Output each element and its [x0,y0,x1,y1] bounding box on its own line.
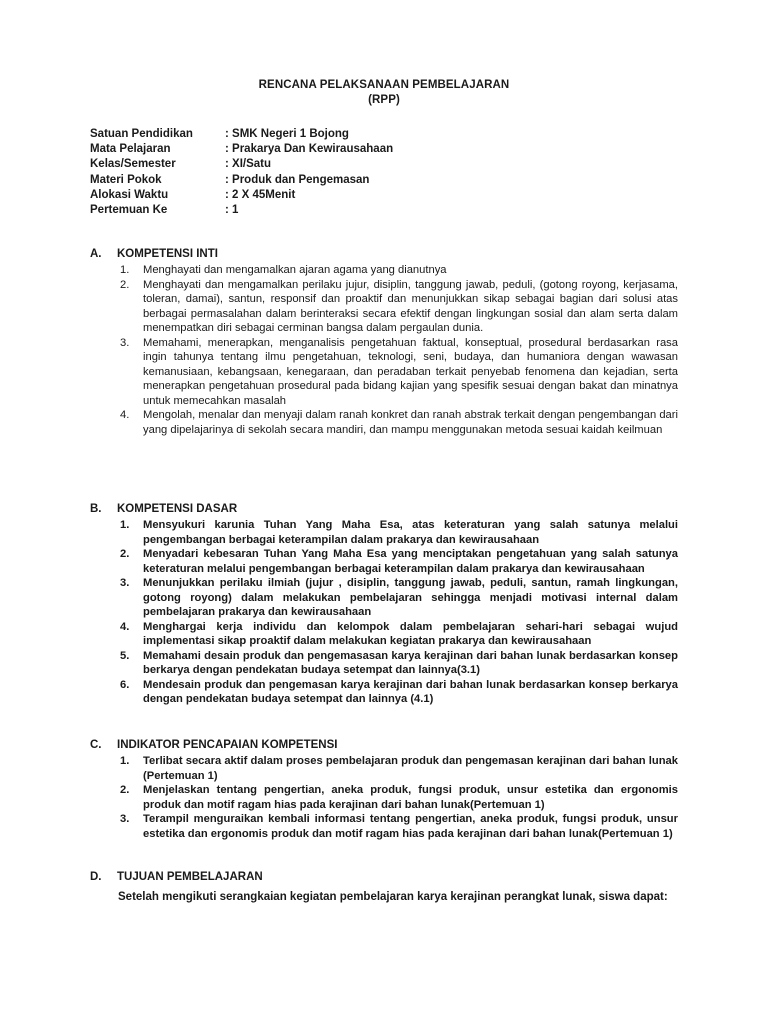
list-number: 3. [120,577,130,589]
identity-row [90,142,393,157]
list-number: 1. [120,755,130,767]
identity-label: Kelas/Semester [90,158,176,171]
identity-value: : Produk dan Pengemasan [225,173,370,186]
list-item [118,783,678,812]
section-title: KOMPETENSI INTI [117,248,218,260]
section-a-list [118,263,678,437]
section-letter: B. [90,503,102,515]
document-title: RENCANA PELAKSANAAN PEMBELAJARAN [258,79,510,91]
list-item [118,576,678,620]
identity-value: : XI/Satu [225,158,272,171]
list-item [118,263,678,278]
identity-label: Alokasi Waktu [90,188,169,201]
section-b-list [118,518,678,707]
section-title: KOMPETENSI DASAR [117,503,238,515]
list-item [118,812,678,841]
list-number: 3. [120,336,130,349]
section-title: TUJUAN PEMBELAJARAN [117,871,263,883]
list-text: Menjelaskan tentang pengertian, aneka produk, fungsi produk, unsur estetika dan ergonomis produk dan motif ragam hias pada kerajinan dari bahan lunak(Pertemuan 1) [143,784,678,811]
section-title: INDIKATOR PENCAPAIAN KOMPETENSI [117,739,338,751]
list-item [118,547,678,576]
list-text: Terampil menguraikan kembali informasi tentang pengertian, aneka produk, fungsi produk, unsur estetika dan ergonomis produk dan motif ragam hias pada kerajinan dari bahan lunak(Pertemuan 1) [143,813,678,840]
section-d-heading [90,871,263,883]
list-text: Menghayati dan mengamalkan ajaran agama yang dianutnya [143,264,447,276]
section-a-heading [90,248,218,260]
identity-value: : Prakarya Dan Kewirausahaan [225,143,394,156]
section-c-list [118,754,678,841]
identity-value: : SMK Negeri 1 Bojong [225,128,349,140]
identity-label: Materi Pokok [90,173,162,186]
list-number: 2. [120,784,130,796]
identity-label: Satuan Pendidikan [90,128,193,140]
list-text: Menghargai kerja individu dan kelompok dalam pembelajaran sehari-hari sebagai wujud implementasi sikap proaktif dalam melakukan kegiatan prakarya dan kewirausahaan [143,620,678,647]
list-item [118,649,678,678]
section-c-heading [90,739,337,751]
list-number: 1. [120,519,130,531]
identity-row [90,188,393,203]
section-letter: C. [90,739,102,751]
list-text: Terlibat secara aktif dalam proses pembelajaran produk dan pengemasan kerajinan dari bahan lunak (Pertemuan 1) [143,755,678,782]
list-number: 6. [120,678,130,691]
list-item [118,620,678,649]
list-text: Memahami desain produk dan pengemasasan karya kerajinan dari bahan lunak berdasarkan konsep berkarya dengan pendekatan budaya setempat dan lainnya(3.1) [143,649,678,676]
list-text: Menunjukkan perilaku ilmiah (jujur , disiplin, tanggung jawab, peduli, santun, ramah lingkungan, gotong royong) dalam melakukan pembelajaran sehingga menjadi motivasi internal dalam pembelajaran prakarya dan kewirausahaan [143,577,678,618]
list-number: 5. [120,649,130,662]
list-item [118,678,678,707]
identity-value: : 2 X 45Menit [225,188,296,201]
section-letter: A. [90,248,102,260]
identity-table [90,127,393,218]
list-text: Mendesain produk dan pengemasan karya kerajinan dari bahan lunak berdasarkan konsep berkarya dengan pendekatan budaya setempat dan lainnya (4.1) [143,678,678,705]
list-item [118,278,678,336]
document-subtitle: (RPP) [368,94,400,106]
identity-value: : 1 [225,203,239,216]
identity-label: Pertemuan Ke [90,203,168,216]
identity-label: Mata Pelajaran [90,143,171,156]
identity-row [90,157,393,172]
list-number: 3. [120,813,130,825]
list-item [118,336,678,409]
list-number: 1. [120,264,130,276]
list-number: 2. [120,278,130,291]
identity-row [90,173,393,188]
section-b-heading [90,503,237,515]
list-text: Menyadari kebesaran Tuhan Yang Maha Esa yang menciptakan pengetahuan yang salah satunya keteraturan melalui pengembangan berbagai keterampilan dalam prakarya dan kewirausahaan [143,548,678,575]
list-number: 2. [120,548,130,560]
list-text: Mensyukuri karunia Tuhan Yang Maha Esa, atas keteraturan yang salah satunya melalui pengembangan berbagai keterampilan dalam prakarya dan kewirausahaan [143,519,678,546]
list-text: Mengolah, menalar dan menyaji dalam ranah konkret dan ranah abstrak terkait dengan pengembangan dari yang dipelajarinya di sekolah secara mandiri, dan mampu menggunakan metoda sesuai kaidah keilmuan [143,409,678,436]
list-item [118,408,678,437]
section-d-paragraph: Setelah mengikuti serangkaian kegiatan pembelajaran karya kerajinan perangkat lunak, siswa dapat: [118,891,668,903]
section-letter: D. [90,871,102,883]
list-text: Memahami, menerapkan, menganalisis pengetahuan faktual, konseptual, prosedural berdasarkan rasa ingin tahunya tentang ilmu pengetahuan, teknologi, seni, budaya, dan humaniora dengan wawasan kemanusiaan, kebangsaan, kenegaraan, dan peradaban terkait penyebab fenomena dan kejadian, serta menerapkan pengetahuan prosedural pada bidang kajian yang spesifik sesuai dengan bakat dan minatnya untuk memecahkan masalah [143,336,678,407]
identity-row [90,127,393,142]
list-number: 4. [120,409,130,421]
list-item [118,754,678,783]
list-item [118,518,678,547]
list-number: 4. [120,620,130,633]
list-text: Menghayati dan mengamalkan perilaku jujur, disiplin, tanggung jawab, peduli, (gotong royong, kerjasama, toleran, damai), santun, responsif dan proaktif dan menunjukkan sikap sebagai bagian dari solusi atas berbagai permasalahan dalam berinteraksi secara efektif dengan lingkungan sosial dan alam serta dalam menempatkan diri sebagai cerminan bangsa dalam pergaulan dunia. [143,278,678,334]
identity-row [90,203,393,218]
